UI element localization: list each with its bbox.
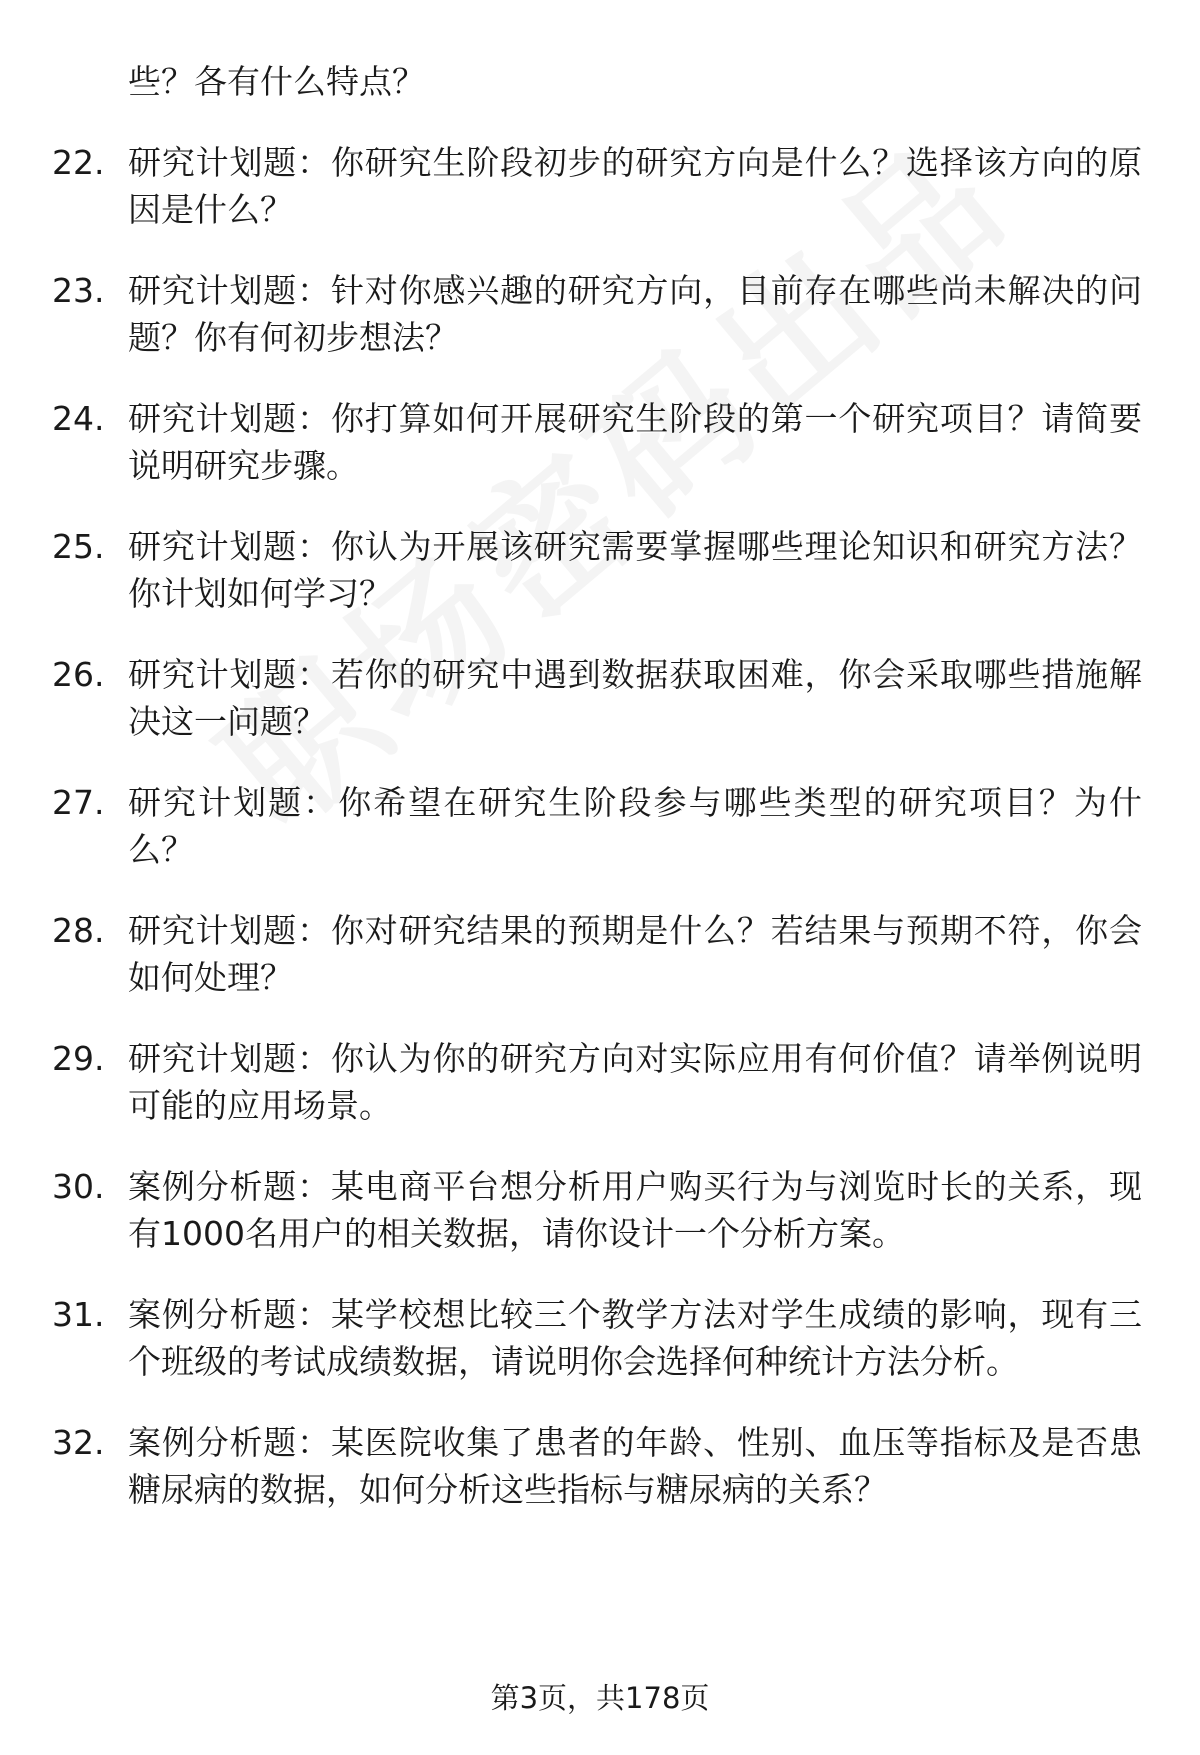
- question-number: 29.: [52, 1039, 105, 1078]
- question-item: [0, 1035, 1200, 1129]
- question-number: 32.: [52, 1423, 105, 1462]
- question-number: 27.: [52, 783, 105, 822]
- question-item: [0, 651, 1200, 745]
- question-list: [0, 139, 1200, 1513]
- question-number: 23.: [52, 271, 105, 310]
- question-item: [0, 1163, 1200, 1257]
- question-item: [0, 1419, 1200, 1513]
- question-item: [0, 139, 1200, 233]
- question-text: 案例分析题：某电商平台想分析用户购买行为与浏览时长的关系，现有1000名用户的相关数据，请你设计一个分析方案。: [128, 1167, 1142, 1253]
- question-text: 研究计划题：你对研究结果的预期是什么？若结果与预期不符，你会如何处理？: [128, 911, 1142, 997]
- question-number: 31.: [52, 1295, 105, 1334]
- continuation-text: 些？各有什么特点？: [128, 62, 425, 101]
- question-number: 22.: [52, 143, 105, 182]
- question-item: [0, 907, 1200, 1001]
- question-text: 研究计划题：你认为你的研究方向对实际应用有何价值？请举例说明可能的应用场景。: [128, 1039, 1142, 1125]
- question-number: 24.: [52, 399, 105, 438]
- question-item: [0, 1291, 1200, 1385]
- question-number: 25.: [52, 527, 105, 566]
- page-number-label: 第3页，共178页: [490, 1681, 710, 1715]
- question-text: 研究计划题：你希望在研究生阶段参与哪些类型的研究项目？为什么？: [128, 783, 1142, 869]
- question-text: 研究计划题：针对你感兴趣的研究方向，目前存在哪些尚未解决的问题？你有何初步想法？: [128, 271, 1142, 357]
- question-item: [0, 395, 1200, 489]
- question-text: 案例分析题：某学校想比较三个教学方法对学生成绩的影响，现有三个班级的考试成绩数据，请说明你会选择何种统计方法分析。: [128, 1295, 1142, 1381]
- question-text: 研究计划题：你研究生阶段初步的研究方向是什么？选择该方向的原因是什么？: [128, 143, 1142, 229]
- question-number: 28.: [52, 911, 105, 950]
- question-number: 26.: [52, 655, 105, 694]
- question-item: [0, 267, 1200, 361]
- question-text: 研究计划题：你打算如何开展研究生阶段的第一个研究项目？请简要说明研究步骤。: [128, 399, 1142, 485]
- question-text: 案例分析题：某医院收集了患者的年龄、性别、血压等指标及是否患糖尿病的数据，如何分析这些指标与糖尿病的关系？: [128, 1423, 1142, 1509]
- question-item: [0, 779, 1200, 873]
- question-number: 30.: [52, 1167, 105, 1206]
- page-footer: [0, 1678, 1200, 1718]
- question-text: 研究计划题：若你的研究中遇到数据获取困难，你会采取哪些措施解决这一问题？: [128, 655, 1142, 741]
- question-item: [0, 523, 1200, 617]
- question-text: 研究计划题：你认为开展该研究需要掌握哪些理论知识和研究方法？你计划如何学习？: [128, 527, 1142, 613]
